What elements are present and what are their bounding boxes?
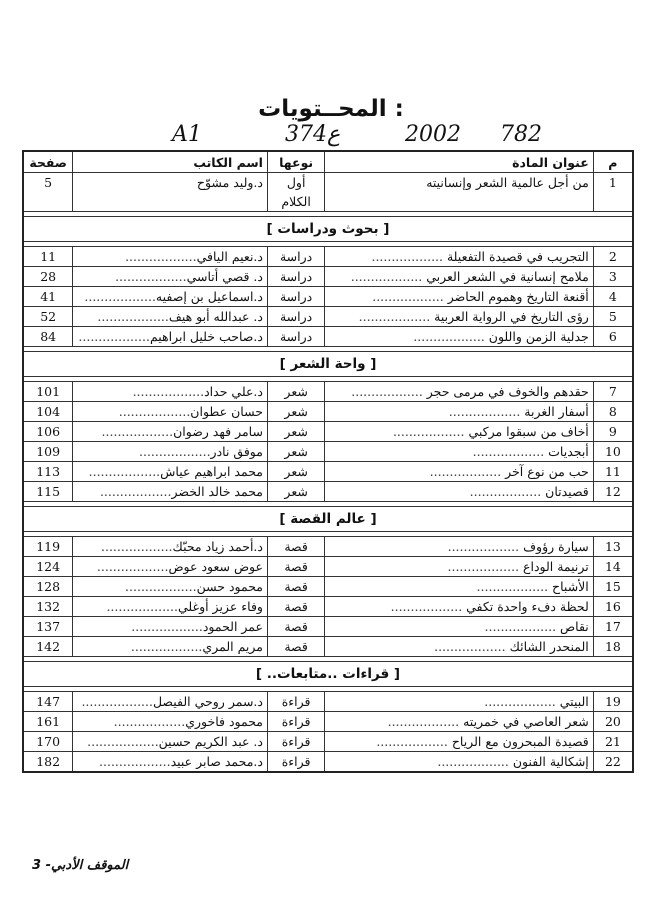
handwritten-year: 2002 — [405, 122, 461, 147]
table-row — [23, 382, 633, 402]
leader-dots: .................. — [99, 484, 172, 499]
header-num: م — [593, 151, 633, 173]
row-title-cell — [325, 732, 594, 752]
row-num: 11 — [593, 462, 633, 482]
leader-dots: .................. — [447, 559, 524, 574]
leader-dots: .................. — [81, 694, 153, 709]
row-num: 14 — [593, 557, 633, 577]
row-type: قراءة — [267, 732, 324, 752]
contents-table — [22, 150, 634, 773]
row-type: قراءة — [267, 752, 324, 773]
row-title: أسفار الغربة — [524, 404, 589, 419]
row-num: 2 — [593, 247, 633, 267]
row-author: د.نعيم اليافي — [196, 249, 263, 264]
row-title-cell — [325, 482, 594, 502]
row-num: 20 — [593, 712, 633, 732]
table-row — [23, 482, 633, 502]
row-page: 28 — [23, 267, 73, 287]
handwritten-annotation — [160, 122, 580, 152]
row-num: 12 — [593, 482, 633, 502]
row-title-cell — [325, 712, 594, 732]
row-page: 109 — [23, 442, 73, 462]
row-author: مريم المري — [202, 639, 263, 654]
header-page: صفحة — [23, 151, 73, 173]
leader-dots: .................. — [484, 694, 560, 709]
leader-dots: .................. — [350, 269, 427, 284]
row-title: حب من نوع آخر — [505, 464, 589, 479]
row-title: الأشباح — [552, 579, 589, 594]
leader-dots: .................. — [447, 539, 524, 554]
leader-dots: .................. — [472, 444, 549, 459]
leader-dots: .................. — [131, 619, 203, 634]
table-row — [23, 692, 633, 712]
leader-dots: .................. — [387, 714, 464, 729]
row-num: 15 — [593, 577, 633, 597]
row-num: 19 — [593, 692, 633, 712]
table-row — [23, 557, 633, 577]
section-heading-row — [23, 507, 633, 532]
row-type: دراسة — [267, 287, 324, 307]
row-page: 41 — [23, 287, 73, 307]
leader-dots: .................. — [88, 464, 161, 479]
row-author-cell — [73, 557, 268, 577]
row-type: شعر — [267, 402, 324, 422]
section-heading: [ واحة الشعر ] — [23, 352, 633, 377]
row-title-cell — [325, 462, 594, 482]
row-author: د.اسماعيل بن إصفيه — [155, 289, 263, 304]
table-row — [23, 637, 633, 657]
row-title: ملامح إنسانية في الشعر العربي — [426, 269, 589, 284]
row-type: قصة — [267, 577, 324, 597]
row-num: 7 — [593, 382, 633, 402]
page-footer: الموقف الأدبي- 3 — [32, 858, 129, 873]
table-row — [23, 307, 633, 327]
row-num: 9 — [593, 422, 633, 442]
row-page: 142 — [23, 637, 73, 657]
leader-dots: .................. — [392, 424, 469, 439]
row-author-cell — [73, 307, 268, 327]
row-author: وفاء عزيز أوغلي — [177, 599, 263, 614]
table-row — [23, 173, 633, 212]
leader-dots: .................. — [358, 309, 435, 324]
handwritten-code: 782 — [500, 122, 542, 147]
row-type: قصة — [267, 557, 324, 577]
row-page: 128 — [23, 577, 73, 597]
row-num: 21 — [593, 732, 633, 752]
leader-dots: .................. — [87, 734, 159, 749]
leader-dots: .................. — [106, 599, 178, 614]
row-title: أبجديات — [548, 444, 589, 459]
row-title: رؤى التاريخ في الرواية العربية — [434, 309, 589, 324]
row-page: 52 — [23, 307, 73, 327]
row-title: البيتي — [559, 694, 589, 709]
leader-dots: .................. — [99, 754, 171, 769]
row-author-cell — [73, 422, 268, 442]
table-row — [23, 577, 633, 597]
section-heading-row — [23, 217, 633, 242]
row-author: د.صاحب خليل ابراهيم — [149, 329, 263, 344]
row-title-cell — [325, 287, 594, 307]
row-author: حسان عطوان — [190, 404, 263, 419]
section-heading: [ قراءات ..متابعات.. ] — [23, 662, 633, 687]
table-row — [23, 617, 633, 637]
row-num: 16 — [593, 597, 633, 617]
row-author: موفق نادر — [210, 444, 263, 459]
row-title-cell — [325, 692, 594, 712]
leader-dots: .................. — [437, 754, 513, 769]
table-row — [23, 752, 633, 773]
leader-dots: .................. — [118, 404, 191, 419]
row-page: 113 — [23, 462, 73, 482]
row-title-cell — [325, 537, 594, 557]
handwritten-code: 374ع — [285, 122, 341, 147]
row-author-cell — [73, 247, 268, 267]
row-page: 101 — [23, 382, 73, 402]
row-title-cell — [325, 402, 594, 422]
header-author: اسم الكاتب — [73, 151, 268, 173]
table-row — [23, 597, 633, 617]
row-author-cell — [73, 692, 268, 712]
leader-dots: .................. — [101, 424, 174, 439]
row-num: 13 — [593, 537, 633, 557]
page-title: المحــتويات : — [258, 96, 404, 122]
row-author: عوض سعود عوض — [168, 559, 263, 574]
row-page: 104 — [23, 402, 73, 422]
row-type: دراسة — [267, 327, 324, 347]
row-type: شعر — [267, 482, 324, 502]
row-title: شعر العاصي في خمريته — [463, 714, 589, 729]
row-title: أقنعة التاريخ وهموم الحاضر — [447, 289, 589, 304]
row-title-cell — [325, 307, 594, 327]
row-page: 170 — [23, 732, 73, 752]
table-row — [23, 442, 633, 462]
leader-dots: .................. — [125, 579, 197, 594]
row-author: محمود فاخوري — [185, 714, 263, 729]
section-heading: [ عالم القصة ] — [23, 507, 633, 532]
row-page: 84 — [23, 327, 73, 347]
row-page: 115 — [23, 482, 73, 502]
leader-dots: .................. — [376, 734, 452, 749]
row-title-cell — [325, 617, 594, 637]
leader-dots: .................. — [371, 249, 447, 264]
leader-dots: .................. — [97, 309, 169, 324]
row-page: 11 — [23, 247, 73, 267]
row-author-cell — [73, 577, 268, 597]
row-author: محمد خالد الخضر — [171, 484, 263, 499]
row-num: 1 — [593, 173, 633, 212]
section-heading-row — [23, 662, 633, 687]
row-num: 6 — [593, 327, 633, 347]
row-type: قصة — [267, 637, 324, 657]
row-num: 10 — [593, 442, 633, 462]
row-author: د. قصي أتاسي — [186, 269, 263, 284]
row-title: قصيدة المبحرون مع الرياح — [451, 734, 589, 749]
row-num: 8 — [593, 402, 633, 422]
leader-dots: .................. — [78, 329, 150, 344]
row-page: 106 — [23, 422, 73, 442]
row-author-cell — [73, 752, 268, 773]
row-author-cell — [73, 402, 268, 422]
row-title: جدلية الزمن واللون — [488, 329, 589, 344]
table-row — [23, 247, 633, 267]
row-type: دراسة — [267, 267, 324, 287]
row-type — [267, 173, 324, 212]
row-author: سامر فهد رضوان — [173, 424, 263, 439]
row-title-cell — [325, 752, 594, 773]
row-author-cell — [73, 712, 268, 732]
row-num: 17 — [593, 617, 633, 637]
leader-dots: .................. — [130, 639, 203, 654]
row-author-cell — [73, 287, 268, 307]
table-row — [23, 287, 633, 307]
row-title: نقاص — [560, 619, 589, 634]
header-title: عنوان المادة — [325, 151, 594, 173]
section-heading-row — [23, 352, 633, 377]
row-title: لحظة دفء واحدة تكفي — [466, 599, 589, 614]
leader-dots: .................. — [113, 714, 186, 729]
row-type: شعر — [267, 422, 324, 442]
row-num: 22 — [593, 752, 633, 773]
row-title: سيارة رؤوف — [523, 539, 589, 554]
leader-dots: .................. — [434, 639, 510, 654]
row-author-cell — [73, 267, 268, 287]
table-header-row — [23, 151, 633, 173]
leader-dots: .................. — [390, 599, 467, 614]
row-type: دراسة — [267, 307, 324, 327]
row-title-cell — [325, 577, 594, 597]
leader-dots: .................. — [84, 289, 156, 304]
row-type: شعر — [267, 382, 324, 402]
leader-dots: .................. — [413, 329, 489, 344]
row-title: المنحدر الشائك — [509, 639, 589, 654]
row-title: إشكالية الفنون — [512, 754, 589, 769]
row-type: قراءة — [267, 692, 324, 712]
row-page: 5 — [23, 173, 73, 212]
row-author: د.علي حداد — [204, 384, 263, 399]
header-type: نوعها — [267, 151, 324, 173]
row-title: ترنيمة الوداع — [523, 559, 589, 574]
leader-dots: .................. — [125, 249, 197, 264]
row-author-cell — [73, 462, 268, 482]
row-type: قراءة — [267, 712, 324, 732]
handwritten-code: A1 — [172, 122, 202, 147]
row-title-cell — [325, 422, 594, 442]
leader-dots: .................. — [372, 289, 448, 304]
row-page: 182 — [23, 752, 73, 773]
table-row — [23, 327, 633, 347]
row-title: من أجل عالمية الشعر وإنسانيته — [325, 173, 594, 212]
row-title: التجريب في قصيدة التفعيلة — [446, 249, 589, 264]
row-type-line: أول — [286, 175, 306, 190]
row-title-cell — [325, 267, 594, 287]
row-title-cell — [325, 597, 594, 617]
row-num: 18 — [593, 637, 633, 657]
row-author-cell — [73, 637, 268, 657]
table-row — [23, 462, 633, 482]
row-author-cell — [73, 382, 268, 402]
row-title-cell — [325, 637, 594, 657]
table-row — [23, 732, 633, 752]
leader-dots: .................. — [115, 269, 187, 284]
row-page: 119 — [23, 537, 73, 557]
row-page: 132 — [23, 597, 73, 617]
row-author: د.سمر روحي الفيصل — [152, 694, 263, 709]
leader-dots: .................. — [429, 464, 506, 479]
table-row — [23, 422, 633, 442]
row-author: د. عبد الكريم حسين — [158, 734, 263, 749]
row-author-cell — [73, 617, 268, 637]
leader-dots: .................. — [101, 539, 173, 554]
leader-dots: .................. — [484, 619, 561, 634]
leader-dots: .................. — [351, 384, 427, 399]
row-type-line: الكلام — [281, 194, 311, 209]
leader-dots: .................. — [132, 384, 205, 399]
row-type: قصة — [267, 617, 324, 637]
leader-dots: .................. — [96, 559, 169, 574]
table-row — [23, 402, 633, 422]
row-author-cell — [73, 732, 268, 752]
table-row — [23, 712, 633, 732]
row-title-cell — [325, 382, 594, 402]
row-title: حقدهم والخوف في مرمى حجر — [426, 384, 589, 399]
row-author: د.وليد مشوّح — [73, 173, 268, 212]
row-author: عمر الحمود — [202, 619, 263, 634]
leader-dots: .................. — [448, 404, 525, 419]
row-num: 4 — [593, 287, 633, 307]
row-page: 161 — [23, 712, 73, 732]
row-page: 147 — [23, 692, 73, 712]
row-author-cell — [73, 327, 268, 347]
row-author-cell — [73, 597, 268, 617]
row-type: قصة — [267, 597, 324, 617]
row-title: قصيدتان — [545, 484, 589, 499]
leader-dots: .................. — [139, 444, 211, 459]
row-num: 5 — [593, 307, 633, 327]
row-page: 137 — [23, 617, 73, 637]
row-type: قصة — [267, 537, 324, 557]
row-author: د.محمد صابر عبيد — [170, 754, 263, 769]
row-page: 124 — [23, 557, 73, 577]
row-author: محمد ابراهيم عياش — [160, 464, 263, 479]
row-title-cell — [325, 442, 594, 462]
row-author-cell — [73, 537, 268, 557]
row-type: شعر — [267, 442, 324, 462]
row-title-cell — [325, 327, 594, 347]
table-row — [23, 537, 633, 557]
leader-dots: .................. — [469, 484, 546, 499]
section-heading: [ بحوث ودراسات ] — [23, 217, 633, 242]
row-type: شعر — [267, 462, 324, 482]
table-row — [23, 267, 633, 287]
row-title: أخاف من سبقوا مركبي — [468, 424, 589, 439]
row-num: 3 — [593, 267, 633, 287]
row-author: د.أحمد زياد محبّك — [172, 539, 263, 554]
leader-dots: .................. — [476, 579, 553, 594]
row-author-cell — [73, 482, 268, 502]
row-title-cell — [325, 557, 594, 577]
row-title-cell — [325, 247, 594, 267]
row-type: دراسة — [267, 247, 324, 267]
row-author: د. عبدالله أبو هيف — [168, 309, 263, 324]
row-author-cell — [73, 442, 268, 462]
row-author: محمود حسن — [196, 579, 263, 594]
